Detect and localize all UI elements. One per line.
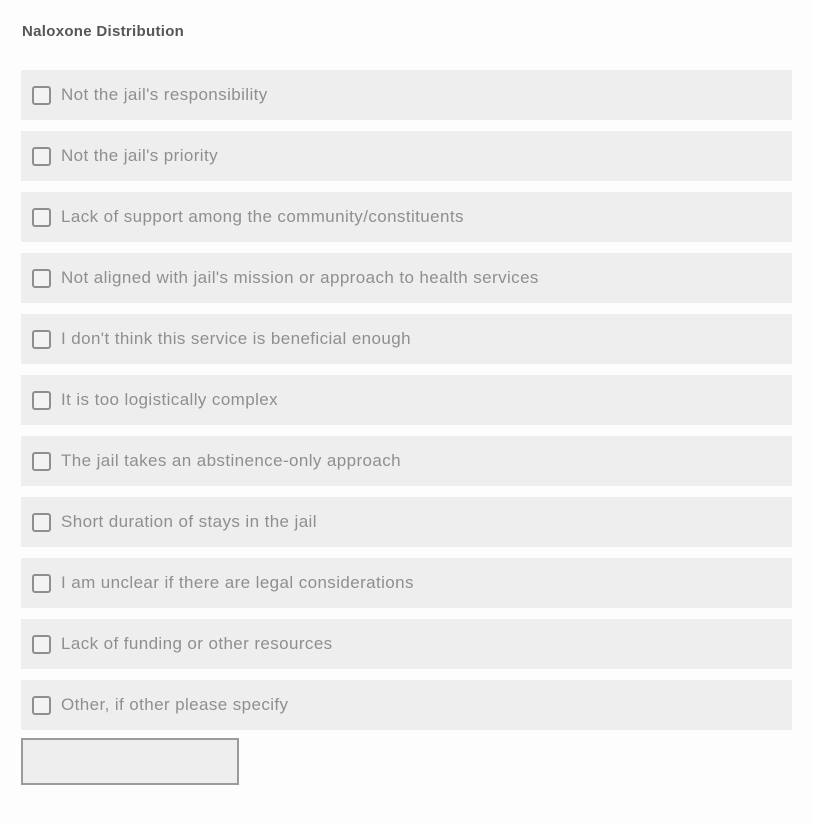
- checkbox-option-row[interactable]: [21, 680, 792, 730]
- question-title: Naloxone Distribution: [22, 23, 185, 40]
- checkbox-option-label[interactable]: Not aligned with jail's mission or approach to health services: [61, 268, 539, 287]
- checkbox-option-row[interactable]: [21, 314, 792, 364]
- checkbox-option-label[interactable]: I am unclear if there are legal considerations: [61, 573, 414, 592]
- checkbox[interactable]: [32, 147, 51, 166]
- checkbox-option-row[interactable]: [21, 192, 792, 242]
- checkbox[interactable]: [32, 269, 51, 288]
- checkbox[interactable]: [32, 696, 51, 715]
- checkbox[interactable]: [32, 574, 51, 593]
- checkbox-option-label[interactable]: Other, if other please specify: [61, 695, 289, 714]
- checkbox-option-label[interactable]: It is too logistically complex: [61, 390, 279, 409]
- checkbox[interactable]: [32, 513, 51, 532]
- checkbox-option-label[interactable]: Not the jail's priority: [61, 146, 218, 165]
- checkbox-option-label[interactable]: Short duration of stays in the jail: [61, 512, 317, 531]
- checkbox-option-row[interactable]: [21, 70, 792, 120]
- checkbox[interactable]: [32, 452, 51, 471]
- checkbox[interactable]: [32, 391, 51, 410]
- checkbox[interactable]: [32, 635, 51, 654]
- checkbox[interactable]: [32, 86, 51, 105]
- checkbox[interactable]: [32, 208, 51, 227]
- checkbox-option-list: [21, 70, 792, 730]
- checkbox-option-row[interactable]: [21, 436, 792, 486]
- checkbox-option-row[interactable]: [21, 497, 792, 547]
- checkbox-option-label[interactable]: The jail takes an abstinence-only approach: [61, 451, 401, 470]
- checkbox-option-row[interactable]: [21, 558, 792, 608]
- checkbox-option-label[interactable]: Lack of support among the community/constituents: [61, 207, 464, 226]
- checkbox-option-row[interactable]: [21, 131, 792, 181]
- checkbox-option-label[interactable]: Lack of funding or other resources: [61, 634, 333, 653]
- checkbox-option-row[interactable]: [21, 375, 792, 425]
- checkbox-option-row[interactable]: [21, 253, 792, 303]
- checkbox-option-label[interactable]: I don't think this service is beneficial enough: [61, 329, 411, 348]
- checkbox-option-row[interactable]: [21, 619, 792, 669]
- checkbox[interactable]: [32, 330, 51, 349]
- checkbox-option-label[interactable]: Not the jail's responsibility: [61, 85, 268, 104]
- other-specify-input[interactable]: [21, 738, 239, 785]
